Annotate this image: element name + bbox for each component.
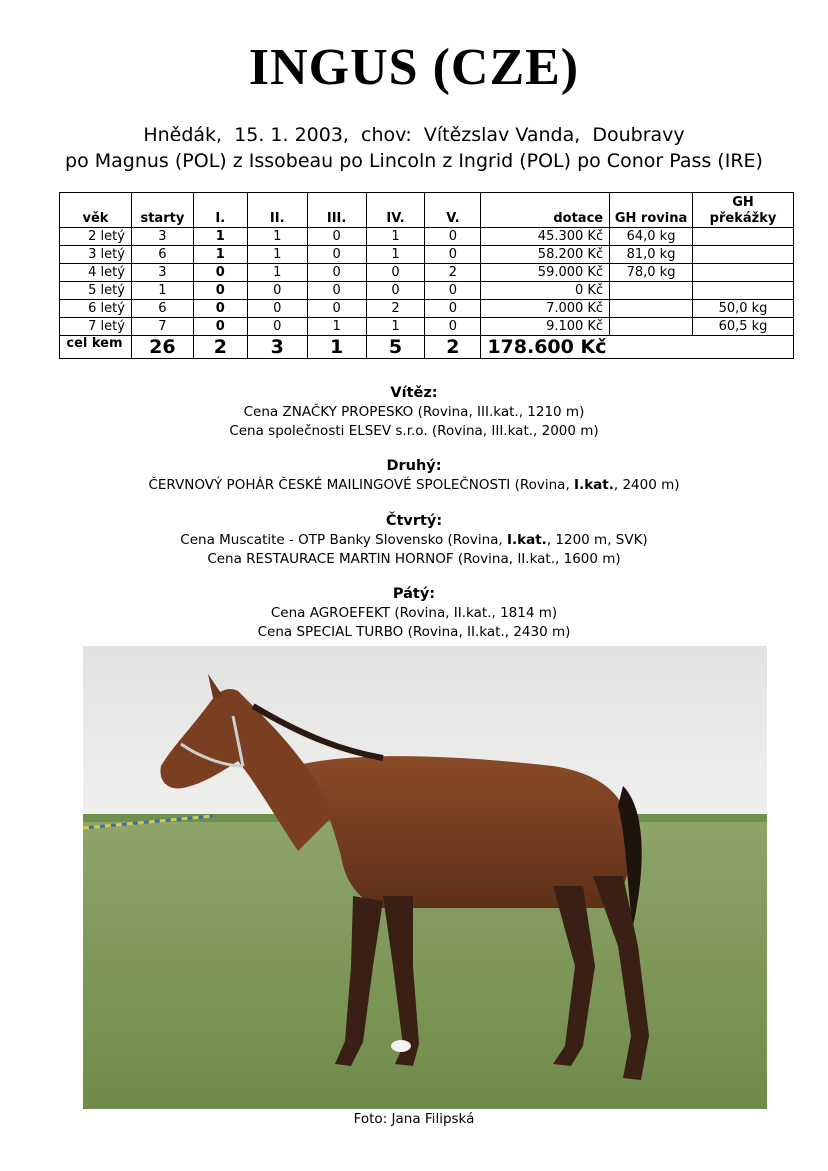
table-cell: 178.600 Kč (481, 336, 794, 359)
table-cell: 1 (193, 228, 247, 246)
table-cell (693, 246, 794, 264)
table-cell: 6 letý (60, 300, 132, 318)
table-cell: 2 (366, 300, 425, 318)
col-gh-flat: GH rovina (610, 193, 693, 228)
table-cell: 6 (131, 300, 193, 318)
result-section (0, 457, 828, 495)
table-cell: 0 (193, 264, 247, 282)
table-cell: 26 (131, 336, 193, 359)
table-cell: 0 (307, 228, 366, 246)
table-cell: 0 (193, 318, 247, 336)
col-age: věk (60, 193, 132, 228)
table-cell (693, 264, 794, 282)
table-cell: cel kem (60, 336, 132, 359)
col-starts: starty (131, 193, 193, 228)
col-prize: dotace (481, 193, 610, 228)
table-cell: 1 (247, 246, 307, 264)
col-first: I. (193, 193, 247, 228)
table-row (60, 228, 794, 246)
col-third: III. (307, 193, 366, 228)
table-cell: 0 (307, 300, 366, 318)
table-total-row (60, 336, 794, 359)
table-cell: 7 letý (60, 318, 132, 336)
col-gh-hurdle: GH překážky (693, 193, 794, 228)
section-heading: Pátý: (392, 586, 436, 602)
table-cell: 5 letý (60, 282, 132, 300)
table-cell: 2 (425, 336, 481, 359)
table-cell: 1 (307, 336, 366, 359)
table-cell: 0 (425, 246, 481, 264)
race-text: Cena ZNAČKY PROPESKO (Rovina, III.kat., 1210 m) (243, 404, 585, 420)
table-cell: 1 (247, 228, 307, 246)
table-cell: 3 (131, 264, 193, 282)
result-section (0, 512, 828, 569)
table-cell: 0 (425, 300, 481, 318)
table-cell: 1 (193, 246, 247, 264)
table-header-row (60, 193, 794, 228)
col-fourth: IV. (366, 193, 425, 228)
table-cell: 1 (366, 246, 425, 264)
race-line (0, 422, 828, 441)
table-row (60, 246, 794, 264)
table-cell: 1 (131, 282, 193, 300)
table-cell: 50,0 kg (693, 300, 794, 318)
table-cell: 2 letý (60, 228, 132, 246)
table-cell: 0 Kč (481, 282, 610, 300)
result-section (0, 585, 828, 642)
table-cell: 58.200 Kč (481, 246, 610, 264)
race-line (0, 403, 828, 422)
table-cell: 7 (131, 318, 193, 336)
table-cell: 0 (307, 282, 366, 300)
table-cell (610, 300, 693, 318)
table-cell: 7.000 Kč (481, 300, 610, 318)
table-cell: 2 (425, 264, 481, 282)
race-line (0, 531, 828, 550)
table-cell: 81,0 kg (610, 246, 693, 264)
race-text: ČERVNOVÝ POHÁR ČESKÉ MAILINGOVÉ SPOLEČNOSTI (Rovina, (148, 477, 575, 493)
table-cell: 45.300 Kč (481, 228, 610, 246)
table-cell: 1 (247, 264, 307, 282)
table-cell: 3 (131, 228, 193, 246)
race-text: , 2400 m) (613, 477, 680, 493)
table-cell: 0 (366, 264, 425, 282)
table-cell (610, 318, 693, 336)
table-cell: 0 (425, 318, 481, 336)
horse-illustration (83, 646, 767, 1109)
result-section (0, 384, 828, 441)
table-cell: 60,5 kg (693, 318, 794, 336)
race-line (0, 476, 828, 495)
col-second: II. (247, 193, 307, 228)
table-row (60, 318, 794, 336)
col-fifth: V. (425, 193, 481, 228)
table-cell: 2 (193, 336, 247, 359)
table-row (60, 264, 794, 282)
table-cell: 0 (307, 246, 366, 264)
table-cell: 0 (307, 264, 366, 282)
race-text: I.kat. (506, 532, 547, 548)
table-cell: 3 (247, 336, 307, 359)
table-cell: 1 (366, 228, 425, 246)
table-cell: 9.100 Kč (481, 318, 610, 336)
race-text: Cena SPECIAL TURBO (Rovina, II.kat., 2430 m) (257, 624, 571, 640)
table-cell: 1 (307, 318, 366, 336)
race-text: Cena RESTAURACE MARTIN HORNOF (Rovina, II.kat., 1600 m) (207, 551, 621, 567)
race-text: I.kat. (574, 477, 614, 493)
table-cell: 78,0 kg (610, 264, 693, 282)
table-cell: 0 (425, 282, 481, 300)
table-row (60, 300, 794, 318)
table-cell: 0 (425, 228, 481, 246)
horse-details: Hnědák, 15. 1. 2003, chov: Vítězslav Vanda, Doubravy (143, 124, 685, 146)
race-line (0, 550, 828, 569)
table-cell: 4 letý (60, 264, 132, 282)
table-cell: 1 (366, 318, 425, 336)
table-cell: 59.000 Kč (481, 264, 610, 282)
table-cell (693, 282, 794, 300)
table-cell: 64,0 kg (610, 228, 693, 246)
race-text: , 1200 m, SVK) (546, 532, 648, 548)
race-stats-table (59, 192, 794, 359)
horse-photo (83, 646, 767, 1109)
table-cell: 3 letý (60, 246, 132, 264)
page-title: INGUS (CZE) (248, 39, 580, 96)
table-cell (610, 282, 693, 300)
table-row (60, 282, 794, 300)
section-heading: Čtvrtý: (385, 513, 443, 529)
table-cell: 0 (247, 318, 307, 336)
race-text: Cena Muscatite - OTP Banky Slovensko (Rovina, (180, 532, 507, 548)
race-line (0, 623, 828, 642)
section-heading: Druhý: (386, 458, 442, 474)
race-text: Cena AGROEFEKT (Rovina, II.kat., 1814 m) (270, 605, 558, 621)
table-cell: 0 (193, 300, 247, 318)
race-text: Cena společnosti ELSEV s.r.o. (Rovina, III.kat., 2000 m) (229, 423, 599, 439)
table-cell: 6 (131, 246, 193, 264)
pedigree: po Magnus (POL) z Issobeau po Lincoln z Ingrid (POL) po Conor Pass (IRE) (65, 150, 763, 172)
table-cell: 0 (247, 282, 307, 300)
photo-caption: Foto: Jana Filipská (353, 1111, 475, 1127)
table-cell: 0 (366, 282, 425, 300)
table-cell: 5 (366, 336, 425, 359)
table-cell (693, 228, 794, 246)
race-line (0, 604, 828, 623)
section-heading: Vítěz: (390, 385, 438, 401)
table-cell: 0 (193, 282, 247, 300)
table-cell: 0 (247, 300, 307, 318)
